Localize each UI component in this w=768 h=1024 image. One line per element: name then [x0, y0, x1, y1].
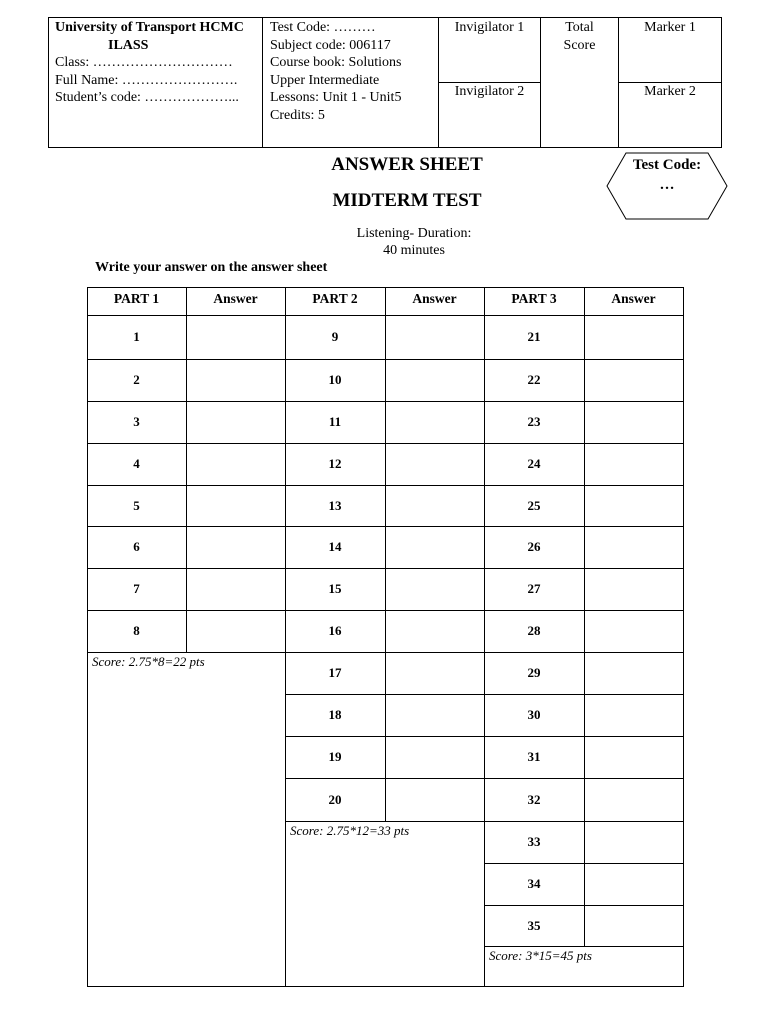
question-number: 19	[328, 749, 342, 764]
header-divider	[262, 17, 263, 148]
question-number: 3	[133, 414, 140, 429]
part3-score: Score: 3*15=45 pts	[489, 948, 592, 963]
answer-box[interactable]	[385, 568, 484, 610]
question-number: 12	[328, 456, 342, 471]
question-number: 33	[527, 834, 541, 849]
unit-name: ILASS	[108, 37, 149, 53]
answer-box[interactable]	[385, 736, 484, 778]
answer-header: Answer	[213, 291, 258, 306]
marker-2-label: Marker 2	[644, 84, 696, 99]
question-number: 23	[527, 414, 541, 429]
part1-score: Score: 2.75*8=22 pts	[92, 654, 205, 669]
answer-box[interactable]	[385, 443, 484, 485]
answer-box[interactable]	[584, 905, 683, 946]
answer-box[interactable]	[385, 485, 484, 526]
question-number: 21	[527, 329, 541, 344]
invigilator-1-label: Invigilator 1	[454, 20, 525, 35]
question-number: 20	[328, 791, 342, 807]
badge-value: …	[659, 177, 675, 193]
answer-box[interactable]	[584, 359, 683, 401]
answer-box[interactable]	[584, 863, 683, 905]
university-name: University of Transport HCMC	[55, 20, 244, 35]
answer-box[interactable]	[584, 694, 683, 736]
question-number: 13	[328, 497, 342, 513]
total-score-label	[541, 19, 618, 54]
part1-header: PART 1	[113, 291, 160, 306]
answer-box[interactable]	[385, 610, 484, 652]
course-book: Course book: Solutions	[270, 55, 402, 70]
student-info	[55, 19, 261, 107]
answer-box[interactable]	[584, 401, 683, 443]
question-number: 30	[527, 707, 541, 722]
header-border-bottom	[48, 147, 722, 148]
course-level: Upper Intermediate	[270, 72, 380, 88]
listening-duration: Listening- Duration:	[356, 226, 472, 241]
full-name-field: Full Name: …………………….	[55, 72, 238, 88]
question-number: 27	[527, 581, 541, 596]
question-number: 14	[328, 539, 342, 554]
credits: Credits: 5	[270, 107, 325, 123]
answer-box[interactable]	[186, 568, 285, 610]
question-number: 34	[527, 876, 541, 891]
class-field: Class: …………………………	[55, 55, 233, 70]
badge-label: Test Code:	[632, 157, 702, 173]
answer-box[interactable]	[584, 610, 683, 652]
grid-border-right	[683, 287, 684, 987]
answer-box[interactable]	[584, 526, 683, 568]
test-code-badge	[606, 152, 728, 220]
answer-box[interactable]	[584, 778, 683, 821]
answer-box[interactable]	[584, 568, 683, 610]
question-number: 35	[527, 917, 541, 933]
part2-header: PART 2	[312, 291, 358, 306]
course-info	[270, 19, 438, 124]
question-number: 9	[331, 329, 339, 344]
invigilator-2-label: Invigilator 2	[454, 84, 525, 99]
lessons: Lessons: Unit 1 - Unit5	[270, 90, 402, 105]
marker-1-label: Marker 1	[644, 20, 696, 35]
answer-box[interactable]	[584, 821, 683, 863]
answer-header: Answer	[412, 291, 457, 306]
question-number: 10	[328, 372, 342, 387]
answer-box[interactable]	[186, 485, 285, 526]
question-number: 31	[527, 749, 541, 764]
question-number: 16	[328, 623, 342, 638]
midterm-title: MIDTERM TEST	[332, 190, 482, 211]
answer-box[interactable]	[186, 359, 285, 401]
duration-value: 40 minutes	[383, 243, 445, 258]
answer-box[interactable]	[584, 315, 683, 359]
question-number: 22	[527, 372, 541, 387]
question-number: 2	[133, 372, 140, 387]
question-number: 4	[133, 456, 140, 471]
question-number: 29	[527, 665, 541, 680]
answer-header: Answer	[611, 291, 656, 306]
part2-score: Score: 2.75*12=33 pts	[290, 823, 410, 838]
student-code-field: Student’s code: ………………...	[55, 90, 239, 105]
test-code-field: Test Code: ………	[270, 20, 376, 35]
question-number: 11	[328, 414, 342, 429]
answer-box[interactable]	[584, 485, 683, 526]
answer-box[interactable]	[186, 315, 285, 359]
answer-box[interactable]	[186, 526, 285, 568]
answer-box[interactable]	[584, 652, 683, 694]
answer-box[interactable]	[385, 315, 484, 359]
answer-box[interactable]	[385, 652, 484, 694]
answer-box[interactable]	[186, 610, 285, 652]
instruction-text: Write your answer on the answer sheet	[95, 260, 328, 275]
question-number: 17	[328, 665, 342, 680]
answer-box[interactable]	[584, 736, 683, 778]
question-number: 1	[133, 329, 140, 344]
question-number: 5	[133, 497, 140, 513]
part3-header: PART 3	[511, 291, 557, 306]
header-border-top	[48, 17, 722, 18]
subject-code: Subject code: 006117	[270, 37, 391, 53]
row-rule	[285, 821, 485, 822]
header-border-left	[48, 17, 49, 148]
question-number: 8	[133, 623, 140, 638]
question-number: 18	[328, 707, 342, 722]
question-number: 32	[527, 791, 541, 807]
row-rule	[484, 946, 684, 947]
answer-sheet-title: ANSWER SHEET	[331, 154, 483, 175]
total-score-line-2: Score	[563, 37, 596, 53]
answer-box[interactable]	[385, 401, 484, 443]
answer-box[interactable]	[385, 359, 484, 401]
question-number: 7	[133, 581, 140, 596]
question-number: 6	[133, 539, 140, 554]
question-number: 28	[527, 623, 541, 638]
grid-border-bottom	[87, 986, 684, 987]
total-score-line-1: Total	[565, 20, 594, 35]
question-number: 15	[328, 581, 342, 596]
answer-box[interactable]	[385, 694, 484, 736]
answer-box[interactable]	[385, 526, 484, 568]
answer-box[interactable]	[186, 401, 285, 443]
answer-box[interactable]	[584, 443, 683, 485]
answer-box[interactable]	[385, 778, 484, 821]
question-number: 25	[527, 497, 541, 513]
question-number: 24	[527, 456, 541, 471]
answer-box[interactable]	[186, 443, 285, 485]
row-rule	[87, 652, 286, 653]
question-number: 26	[527, 539, 541, 554]
